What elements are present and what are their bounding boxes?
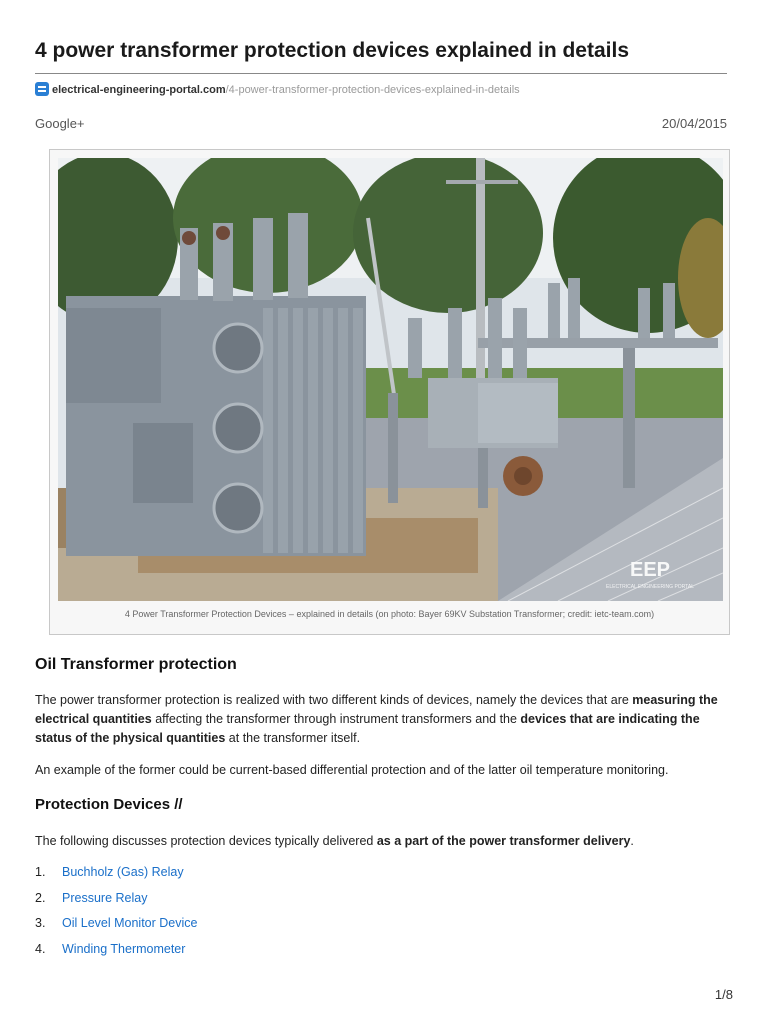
list-item: 1. Buchholz (Gas) Relay: [35, 865, 184, 879]
example-paragraph: An example of the former could be current-based differential protection and of the latter oil temperature monitoring.: [35, 763, 669, 777]
list-item: 4. Winding Thermometer: [35, 941, 186, 956]
intro-paragraph: The power transformer protection is realized with two different kinds of devices, namely the devices that are measuring the electrical quantities affecting the transformer through instrument transformers and the devices that are indicating the status of the physical quantities at the transformer itself.: [35, 693, 718, 745]
eep-logo: EEP: [629, 559, 671, 581]
publish-date: 20/04/2015: [661, 116, 727, 131]
list-item: 3. Oil Level Monitor Device: [35, 916, 198, 930]
section-heading-devices: Protection Devices //: [35, 796, 183, 813]
device-link-buchholz[interactable]: Buchholz (Gas) Relay: [62, 865, 184, 879]
device-link-winding[interactable]: Winding Thermometer: [62, 941, 186, 956]
figure-caption: 4 Power Transformer Protection Devices – explained in details (on photo: Bayer 69KV Substation Transformer; credit: ietc-team.com): [124, 609, 655, 619]
section-heading-oil: Oil Transformer protection: [35, 656, 237, 673]
document-icon: [35, 82, 49, 96]
eep-logo-subtext: ELECTRICAL ENGINEERING PORTAL: [606, 584, 694, 590]
source-path[interactable]: /4-power-transformer-protection-devices-explained-in-details: [225, 84, 520, 96]
article-figure: [49, 149, 730, 635]
device-list: [35, 862, 197, 964]
page-number: 1/8: [714, 987, 733, 1002]
share-label[interactable]: Google+: [35, 116, 85, 131]
source-link[interactable]: [35, 81, 520, 99]
list-item: 2. Pressure Relay: [35, 890, 148, 905]
device-link-oil-level[interactable]: Oil Level Monitor Device: [62, 916, 198, 930]
article-title: 4 power transformer protection devices explained in details: [35, 39, 630, 62]
title-divider: [35, 73, 727, 74]
substation-photo: [58, 158, 723, 601]
devices-intro: The following discusses protection devices typically delivered as a part of the power transformer delivery.: [35, 834, 634, 848]
source-domain[interactable]: electrical-engineering-portal.com: [52, 84, 226, 96]
device-link-pressure[interactable]: Pressure Relay: [62, 890, 148, 905]
